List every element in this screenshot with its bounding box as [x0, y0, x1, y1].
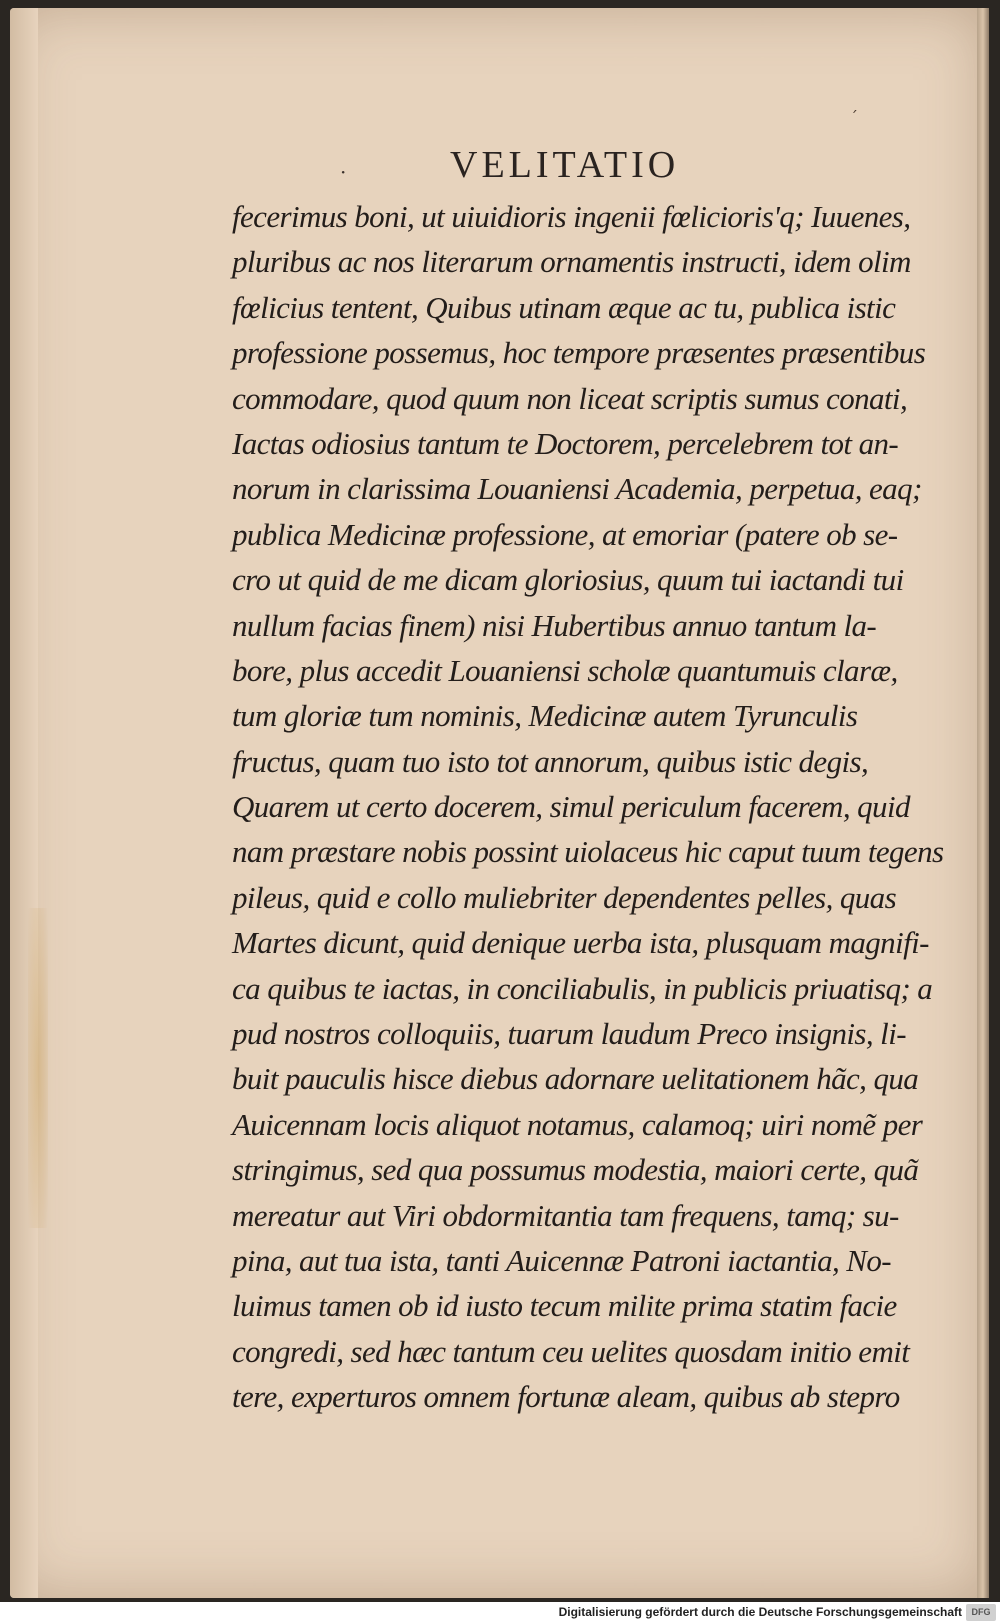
text-line: bore, plus accedit Louaniensi scholæ quantumuis claræ,: [232, 652, 898, 688]
footer-credit: Digitalisierung gefördert durch die Deutsche Forschungsgemeinschaft: [558, 1605, 962, 1619]
text-line: tere, experturos omnem fortunæ aleam, quibus ab stepro: [232, 1379, 900, 1415]
text-line: fecerimus boni, ut uiuidioris ingenii fœlicioris'q; Iuuenes,: [232, 199, 911, 234]
text-line: nam præstare nobis possint uiolaceus hic caput tuum tegens: [232, 834, 944, 870]
page-fore-edge: [977, 8, 989, 1598]
text-line: pluribus ac nos literarum ornamentis instructi, idem olim: [232, 244, 911, 280]
text-line: stringimus, sed qua possumus modestia, maiori certe, quã: [232, 1152, 919, 1188]
text-line: pud nostros colloquiis, tuarum laudum Preco insignis, li-: [232, 1016, 906, 1052]
margin-mark: ´: [850, 108, 858, 127]
text-line: pina, aut tua ista, tanti Auicennæ Patroni iactantia, No-: [232, 1242, 891, 1278]
running-head: VELITATIO: [450, 144, 680, 186]
text-line: ca quibus te iactas, in conciliabulis, in publicis priuatisq; a: [232, 970, 933, 1006]
text-line: commodare, quod quum non liceat scriptis sumus conati,: [232, 380, 908, 416]
text-line: nullum facias finem) nisi Hubertibus annuo tantum la-: [232, 607, 877, 643]
text-line: professione possemus, hoc tempore præsentes præsentibus: [232, 335, 926, 371]
page-gutter: [10, 8, 38, 1598]
text-line: pileus, quid e collo muliebriter dependentes pelles, quas: [232, 879, 897, 915]
text-line: Iactas odiosius tantum te Doctorem, percelebrem tot an-: [232, 425, 899, 461]
text-line: Auicennam locis aliquot notamus, calamoq; uiri nomẽ per: [232, 1106, 923, 1142]
text-line: buit pauculis hisce diebus adornare uelitationem hãc, qua: [232, 1061, 919, 1097]
text-line: tum gloriæ tum nominis, Medicinæ autem Tyrunculis: [232, 698, 858, 734]
text-line: cro ut quid de me dicam gloriosius, quum tui iactandi tui: [232, 562, 904, 598]
text-line: Martes dicunt, quid denique uerba ista, plusquam magnifi-: [232, 925, 929, 961]
text-line: Quarem ut certo docerem, simul periculum facerem, quid: [232, 789, 910, 825]
text-line: norum in clarissima Louaniensi Academia, perpetua, eaq;: [232, 471, 922, 507]
text-line: fœlicius tentent, Quibus utinam æque ac tu, publica istic: [232, 289, 896, 325]
book-page: [10, 8, 985, 1598]
page-stain: [28, 908, 48, 1228]
footer-bar: [0, 1602, 1000, 1624]
text-line: fructus, quam tuo isto tot annorum, quibus istic degis,: [232, 743, 869, 779]
text-line: publica Medicinæ professione, at emoriar (patere ob se-: [232, 516, 898, 552]
text-block: [232, 194, 967, 1420]
running-head-dot: ·: [340, 160, 347, 184]
text-line: congredi, sed hæc tantum ceu uelites quosdam initio emit: [232, 1333, 910, 1369]
text-line: luimus tamen ob id iusto tecum milite prima statim facie: [232, 1288, 897, 1324]
text-line: mereatur aut Viri obdormitantia tam frequens, tamq; su-: [232, 1197, 899, 1233]
dfg-logo: DFG: [966, 1604, 996, 1621]
